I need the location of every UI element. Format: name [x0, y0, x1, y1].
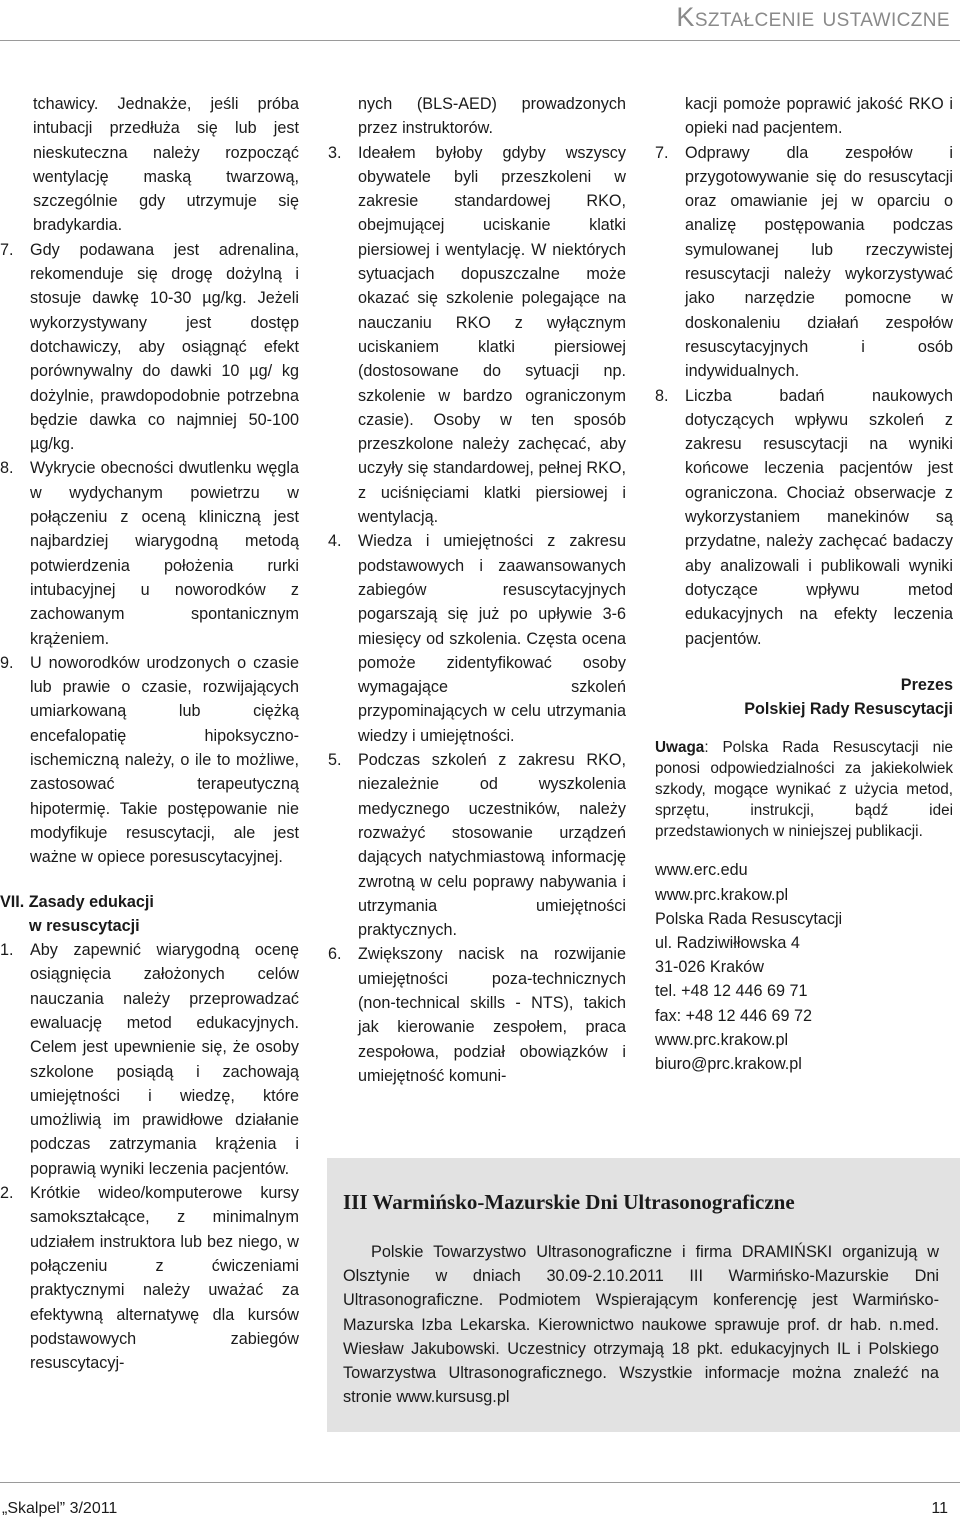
- footer-journal: „Skalpel” 3/2011: [2, 1500, 118, 1517]
- contact-website[interactable]: www.erc.edu: [655, 861, 748, 880]
- section-heading: [0, 890, 299, 939]
- list-item-text: Liczba badań naukowych dotyczących wpływu szkoleń z zakresu resuscytacji na wyniki końcowe leczenia pacjentów jest ograniczona. Chociaż obserwacje z wykorzystaniem manekinów są przydatne, należy zachęcać badaczy aby analizowali i publikowali wyniki dotyczące wpływu metod edukacyjnych na efekty leczenia pacjentów.: [685, 386, 953, 648]
- signature-title: Prezes: [900, 675, 953, 694]
- contact-block: [655, 858, 953, 1076]
- list-item-text: U noworodków urodzonych o czasie lub prawie o czasie, rozwijających umiarkowaną lub ciężką encefalopatię hipoksyczno-ischemiczną należy, o ile to możliwe, zastosować terapeutyczną hipotermię. Takie postępowanie nie modyfikuje resuscytacji, ale jest ważne w opiece poresuscytacyjnej.: [30, 653, 299, 867]
- announcement-body: Polskie Towarzystwo Ultrasonograficzne i firma DRAMIŃSKI organizują w Olsztynie w dniach 30.09-2.10.2011 III Warmińsko-Mazurskie Dni Ultrasonograficzne. Podmiotem Wspierającym konferencję jest Warmińsko-Mazurska Izba Lekarska. Kierownictwo naukowe sprawuje prof. dr hab. n.med. Wiesław Jakubowski. Uczestnicy otrzymają 18 pkt. edukacyjnych IL i Polskiego Towarzystwa Ultrasonograficznego. Wszystkie informacje można znaleźć na stronie www.kursusg.pl: [343, 1243, 939, 1407]
- list-item: [655, 384, 953, 651]
- list-item-text: Ideałem byłoby gdyby wszyscy obywatele byli przeszkoleni w zakresie standardowej RKO, obejmującej uciskanie klatki piersiowej i wentylację. W niektórych sytuacjach dopuszczalne może okazać się szkolenie polegające na nauczaniu RKO z wyłącznym uciskaniem klatki piersiowej (dostosowane do sytuacji np. szkolenie w bardzo ograniczonym czasie). Osoby w ten sposób przeszkolone należy zachęcać, aby uczyły się standardowej, pełnej RKO, z uciśnięciami klatki piersiowej i wentylacją.: [358, 143, 626, 527]
- signature-organization: Polskiej Rady Resuscytacji: [744, 700, 953, 719]
- list-item-number: 6.: [328, 945, 342, 964]
- list-item-number: 7.: [655, 143, 669, 162]
- list-item: [0, 938, 299, 1181]
- list-item-text: Gdy podawana jest adrenalina, rekomenduje się drogę dożylną i stosuje dawkę 10-30 µg/kg. Jeżeli wykorzystywany jest dostęp dotchawiczy, aby osiągnąć efekt porównywalny do dawki 10 µg/ kg dożylnie, prawdopodobnie potrzebna będzie dawka co najmniej 50-100 µg/kg.: [30, 240, 299, 454]
- contact-city: 31-026 Kraków: [655, 958, 764, 977]
- list-item-number: 3.: [328, 143, 342, 162]
- contact-website[interactable]: www.prc.krakow.pl: [655, 1030, 789, 1049]
- disclaimer-note: [655, 737, 953, 842]
- footer-divider: [0, 1482, 960, 1483]
- announcement-box: [327, 1158, 960, 1432]
- column-3: [655, 92, 953, 1076]
- column-1: [0, 92, 299, 1375]
- list-item-text: Zwiększony nacisk na rozwijanie umiejętności poza-technicznych (non-technical skills - NTS), takich jak kierowanie zespołem, praca zespołowa, podział obowiązków i umiejętność komuni-: [358, 945, 626, 1085]
- list-item: [328, 529, 626, 748]
- list-item: [0, 238, 299, 457]
- list-item-number: 1.: [0, 941, 14, 960]
- list-item-text: Wykrycie obecności dwutlenku węgla w wydychanym powietrzu w połączeniu z oceną kliniczną jest najbardziej wiarygodną metodą potwierdzenia położenia rurki intubacyjnej u noworodków z zachowanym spontanicznym krążeniem.: [30, 459, 299, 648]
- note-label: Uwaga: [655, 739, 705, 757]
- list-item-text: Odprawy dla zespołów i przygotowywanie się do resuscytacji oraz omawianie jej w oparciu o analizę postępowania podczas symulowanej lub rzeczywistej resuscytacji należy wykorzystywać jako narzędzie pomocne w doskonaleniu działań zespołów resuscytacyjnych i osób indywidualnych.: [685, 143, 953, 381]
- list-item: [0, 1181, 299, 1375]
- contact-fax: fax: +48 12 446 69 72: [655, 1006, 813, 1025]
- list-item: [328, 942, 626, 1088]
- list-item: [0, 456, 299, 650]
- list-item-text: Krótkie wideo/komputerowe kursy samokształcące, z minimalnym udziałem instruktora lub bez niego, w połączeniu z ćwiczeniami praktycznymi należy uważać za efektywną alternatywę dla kursów podstawowych zabiegów resuscytacyj-: [30, 1184, 299, 1373]
- note-text: : Polska Rada Resuscytacji nie ponosi odpowiedzialności za jakiekolwiek szkody, mogące wynikać z użycia metod, sprzętu, instrukcji, bądź idei przedstawionych w niniejszej publikacji.: [655, 739, 953, 841]
- contact-organization: Polska Rada Resuscytacji: [655, 909, 843, 928]
- list-item-number: 2.: [0, 1184, 14, 1203]
- list-item-number: 5.: [328, 751, 342, 770]
- announcement-title: III Warmińsko-Mazurskie Dni Ultrasonograficzne: [343, 1190, 795, 1214]
- signature: [655, 673, 953, 722]
- list-item-text: Aby zapewnić wiarygodną ocenę osiągnięcia założonych celów nauczania należy przeprowadzać ewaluację metod edukacyjnych. Celem jest upewnienie się, że osoby szkolone posiądą i zachowają umiejętności i wiedzę, które umożliwią im prawidłowe działanie podczas zatrzymania krążenia i poprawią wyniki leczenia pacjentów.: [30, 941, 299, 1178]
- contact-street: ul. Radziwiłłowska 4: [655, 934, 800, 953]
- section-heading-line-2: w resuscytacji: [29, 916, 140, 935]
- header-divider: [0, 40, 960, 41]
- list-item: [655, 141, 953, 384]
- list-item: [328, 141, 626, 530]
- column-2: [328, 92, 626, 1088]
- section-heading-line-1: VII. Zasady edukacji: [0, 892, 154, 911]
- list-item-number: 4.: [328, 532, 342, 551]
- col1-intro: tchawicy. Jednakże, jeśli próba intubacji przedłuża się lub jest nieskuteczna należy rozpocząć wentylację maską twarzową, szczególnie gdy utrzymuje się bradykardia.: [33, 95, 299, 235]
- list-item: [328, 748, 626, 942]
- contact-website[interactable]: www.prc.krakow.pl: [655, 885, 789, 904]
- contact-phone: tel. +48 12 446 69 71: [655, 982, 808, 1001]
- list-item-text: Wiedza i umiejętności z zakresu podstawowych i zaawansowanych zabiegów resuscytacyjnych pogarszają się już po upływie 3-6 miesięcy od szkolenia. Częsta ocena pomoże zidentyfikować osoby wymagające szkoleń przypominających w celu utrzymania wiedzy i umiejętności.: [358, 532, 626, 745]
- col3-continuation: kacji pomoże poprawić jakość RKO i opieki nad pacjentem.: [685, 95, 953, 138]
- list-item-number: 8.: [0, 459, 14, 478]
- list-item-text: Podczas szkoleń z zakresu RKO, niezależnie od wyszkolenia medycznego uczestników, należy rozważyć stosowanie urządzeń dających natychmiastową informację zwrotną w celu poprawy nabywania i utrzymania umiejętności praktycznych.: [358, 751, 626, 940]
- list-item-number: 7.: [0, 240, 14, 259]
- list-item: [0, 651, 299, 870]
- list-item-number: 9.: [0, 653, 14, 672]
- list-item-number: 8.: [655, 386, 669, 405]
- col2-continuation: nych (BLS-AED) prowadzonych przez instruktorów.: [358, 95, 626, 138]
- contact-email[interactable]: biuro@prc.krakow.pl: [655, 1055, 802, 1074]
- running-header-title: Kształcenie ustawiczne: [676, 2, 950, 32]
- footer-page-number: 11: [931, 1500, 948, 1517]
